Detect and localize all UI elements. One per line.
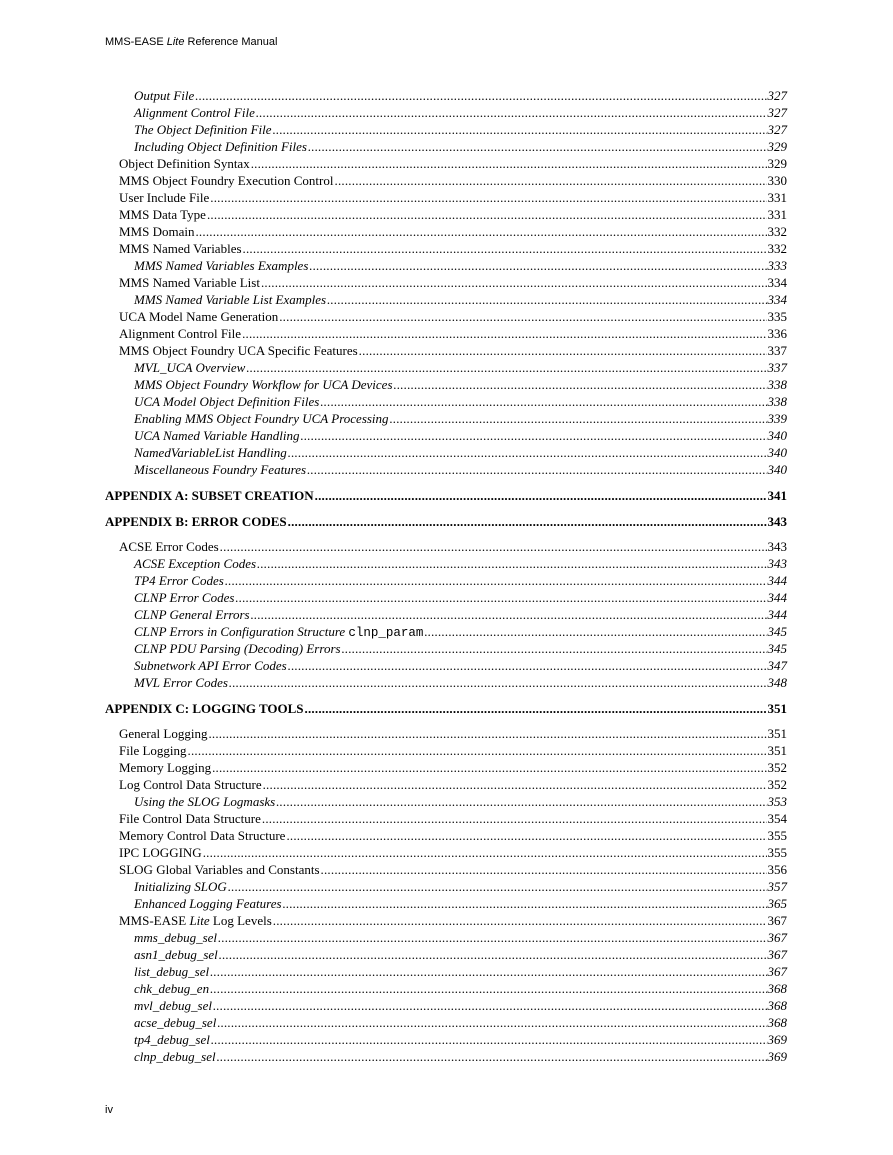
dot-leader bbox=[235, 590, 766, 606]
dot-leader bbox=[359, 343, 767, 359]
toc-entry-title: MMS Named Variable List bbox=[119, 275, 260, 290]
dot-leader bbox=[251, 156, 767, 172]
toc-entry-title: File Control Data Structure bbox=[119, 811, 261, 826]
toc-page-number: 338 bbox=[767, 377, 787, 392]
toc-entry[interactable] bbox=[134, 1015, 787, 1032]
toc-entry-title: Memory Control Data Structure bbox=[119, 828, 286, 843]
toc-page-number: 369 bbox=[767, 1049, 787, 1064]
toc-entry[interactable] bbox=[134, 122, 787, 139]
dot-leader bbox=[225, 573, 767, 589]
toc-entry[interactable] bbox=[134, 258, 787, 275]
toc-page-number: 331 bbox=[767, 207, 787, 222]
toc-entry-title: File Logging bbox=[119, 743, 187, 758]
toc-entry-title: UCA Named Variable Handling bbox=[134, 428, 300, 443]
toc-entry[interactable] bbox=[134, 964, 787, 981]
italic-product-name: Lite bbox=[189, 913, 210, 928]
toc-entry-title: Memory Logging bbox=[119, 760, 212, 775]
toc-page-number: 343 bbox=[767, 514, 787, 529]
toc-entry-title: MMS Named Variables Examples bbox=[134, 258, 309, 273]
toc-entry-title: TP4 Error Codes bbox=[134, 573, 224, 588]
title-suffix: Log Levels bbox=[209, 913, 272, 928]
dot-leader bbox=[220, 539, 767, 555]
dot-leader bbox=[217, 1015, 766, 1031]
toc-entry-title: ACSE Error Codes bbox=[119, 539, 219, 554]
toc-page-number: 336 bbox=[767, 326, 787, 341]
toc-page-number: 340 bbox=[767, 428, 787, 443]
dot-leader bbox=[301, 428, 767, 444]
toc-entry[interactable] bbox=[105, 514, 787, 531]
toc-entry-title: The Object Definition File bbox=[134, 122, 272, 137]
toc-entry-title: clnp_debug_sel bbox=[134, 1049, 216, 1064]
dot-leader bbox=[286, 828, 766, 844]
dot-leader bbox=[207, 207, 767, 223]
toc-entry-title: CLNP Errors in Configuration Structure clnp_param bbox=[134, 624, 424, 640]
toc-entry[interactable] bbox=[119, 241, 787, 258]
toc-entry[interactable] bbox=[119, 173, 787, 190]
dot-leader bbox=[263, 777, 767, 793]
toc-entry[interactable] bbox=[119, 913, 787, 930]
toc-entry[interactable] bbox=[119, 862, 787, 879]
dot-leader bbox=[288, 658, 767, 674]
toc-entry[interactable] bbox=[134, 88, 787, 105]
toc-entry[interactable] bbox=[119, 275, 787, 292]
toc-page-number: 365 bbox=[767, 896, 787, 911]
dot-leader bbox=[424, 624, 766, 640]
dot-leader bbox=[251, 607, 767, 623]
toc-entry-title: SLOG Global Variables and Constants bbox=[119, 862, 320, 877]
toc-page-number: 352 bbox=[767, 760, 787, 775]
toc-entry-title: MMS Data Type bbox=[119, 207, 206, 222]
toc-page-number: 327 bbox=[767, 122, 787, 137]
dot-leader bbox=[243, 241, 767, 257]
toc-entry[interactable] bbox=[134, 292, 787, 309]
dot-leader bbox=[210, 964, 766, 980]
dot-leader bbox=[195, 224, 766, 240]
toc-entry-title: MMS Object Foundry Workflow for UCA Devices bbox=[134, 377, 393, 392]
toc-entry[interactable] bbox=[134, 105, 787, 122]
dot-leader bbox=[217, 1049, 767, 1065]
toc-entry[interactable] bbox=[134, 394, 787, 411]
toc-page-number: 367 bbox=[767, 947, 787, 962]
toc-entry[interactable] bbox=[105, 488, 787, 505]
toc-page-number: 327 bbox=[767, 88, 787, 103]
toc-page-number: 329 bbox=[767, 156, 787, 171]
toc-entry[interactable] bbox=[134, 139, 787, 156]
toc-page-number: 368 bbox=[767, 981, 787, 996]
dot-leader bbox=[309, 258, 766, 274]
toc-page-number: 340 bbox=[767, 462, 787, 477]
toc-page-number: 341 bbox=[767, 488, 787, 503]
toc-entry-title: APPENDIX C: LOGGING TOOLS bbox=[105, 701, 304, 716]
toc-entry[interactable] bbox=[119, 828, 787, 845]
toc-page-number: 351 bbox=[767, 726, 787, 741]
dot-leader bbox=[188, 743, 767, 759]
dot-leader bbox=[283, 896, 767, 912]
toc-page-number: 332 bbox=[767, 241, 787, 256]
toc-entry[interactable] bbox=[134, 411, 787, 428]
dot-leader bbox=[342, 641, 767, 657]
toc-entry-title: MMS Domain bbox=[119, 224, 195, 239]
toc-entry-title: mms_debug_sel bbox=[134, 930, 218, 945]
toc-entry[interactable] bbox=[134, 947, 787, 964]
toc-entry-title: Including Object Definition Files bbox=[134, 139, 307, 154]
toc-entry[interactable] bbox=[134, 556, 787, 573]
dot-leader bbox=[335, 173, 767, 189]
toc-entry[interactable] bbox=[134, 896, 787, 913]
toc-entry[interactable] bbox=[134, 428, 787, 445]
page-number: iv bbox=[105, 1104, 113, 1116]
toc-entry[interactable] bbox=[134, 794, 787, 811]
toc-entry-title: chk_debug_en bbox=[134, 981, 210, 996]
toc-entry[interactable] bbox=[119, 156, 787, 173]
toc-page-number: 367 bbox=[767, 930, 787, 945]
toc-page-number: 345 bbox=[767, 624, 787, 639]
toc-entry[interactable] bbox=[134, 879, 787, 896]
toc-entry[interactable] bbox=[134, 1032, 787, 1049]
toc-entry[interactable] bbox=[105, 701, 787, 718]
toc-page-number: 343 bbox=[767, 539, 787, 554]
dot-leader bbox=[305, 701, 767, 717]
dot-leader bbox=[212, 760, 766, 776]
dot-leader bbox=[394, 377, 767, 393]
toc-entry-title: Enhanced Logging Features bbox=[134, 896, 282, 911]
dot-leader bbox=[273, 122, 767, 138]
dot-leader bbox=[242, 326, 766, 342]
toc-entry[interactable] bbox=[119, 743, 787, 760]
toc-entry-title: APPENDIX A: SUBSET CREATION bbox=[105, 488, 314, 503]
toc-entry-title: UCA Model Name Generation bbox=[119, 309, 279, 324]
toc-entry[interactable] bbox=[134, 360, 787, 377]
dot-leader bbox=[288, 445, 767, 461]
toc-entry[interactable] bbox=[134, 998, 787, 1015]
toc-entry[interactable] bbox=[119, 845, 787, 862]
dot-leader bbox=[210, 981, 766, 997]
dot-leader bbox=[228, 879, 767, 895]
toc-page-number: 331 bbox=[767, 190, 787, 205]
toc-page-number: 337 bbox=[767, 343, 787, 358]
dot-leader bbox=[229, 675, 767, 691]
toc-page-number: 355 bbox=[767, 845, 787, 860]
toc-entry-title: acse_debug_sel bbox=[134, 1015, 217, 1030]
dot-leader bbox=[213, 998, 767, 1014]
toc-entry-title: Output File bbox=[134, 88, 195, 103]
dot-leader bbox=[288, 514, 767, 530]
toc-page-number: 353 bbox=[767, 794, 787, 809]
toc-entry-title: MVL_UCA Overview bbox=[134, 360, 246, 375]
code-identifier: clnp_param bbox=[348, 626, 424, 640]
toc-page-number: 368 bbox=[767, 1015, 787, 1030]
toc-entry[interactable] bbox=[119, 207, 787, 224]
dot-leader bbox=[203, 845, 767, 861]
toc-entry[interactable] bbox=[134, 445, 787, 462]
toc-page-number: 348 bbox=[767, 675, 787, 690]
toc-entry[interactable] bbox=[119, 777, 787, 794]
dot-leader bbox=[218, 930, 766, 946]
dot-leader bbox=[257, 556, 766, 572]
toc-entry[interactable] bbox=[134, 624, 787, 641]
toc-entry[interactable] bbox=[119, 726, 787, 743]
toc-entry-title: IPC LOGGING bbox=[119, 845, 202, 860]
toc-entry-title: Miscellaneous Foundry Features bbox=[134, 462, 307, 477]
running-header bbox=[105, 36, 277, 48]
toc-page-number: 338 bbox=[767, 394, 787, 409]
toc-entry[interactable] bbox=[134, 1049, 787, 1066]
header-suffix: Reference Manual bbox=[184, 36, 278, 48]
toc-entry-title: mvl_debug_sel bbox=[134, 998, 212, 1013]
dot-leader bbox=[279, 309, 766, 325]
dot-leader bbox=[195, 88, 766, 104]
toc-entry-title: Enabling MMS Object Foundry UCA Processing bbox=[134, 411, 389, 426]
toc-entry-title: MVL Error Codes bbox=[134, 675, 228, 690]
toc-page-number: 368 bbox=[767, 998, 787, 1013]
toc-page-number: 344 bbox=[767, 590, 787, 605]
toc-page-number: 337 bbox=[767, 360, 787, 375]
toc-page-number: 357 bbox=[767, 879, 787, 894]
dot-leader bbox=[307, 462, 766, 478]
dot-leader bbox=[308, 139, 767, 155]
toc-entry[interactable] bbox=[134, 377, 787, 394]
toc-entry[interactable] bbox=[119, 309, 787, 326]
toc-page-number: 332 bbox=[767, 224, 787, 239]
toc-entry[interactable] bbox=[119, 224, 787, 241]
toc-entry[interactable] bbox=[134, 658, 787, 675]
toc-entry-title: Subnetwork API Error Codes bbox=[134, 658, 287, 673]
toc-entry-title: MMS Named Variable List Examples bbox=[134, 292, 327, 307]
toc-entry-title: Log Control Data Structure bbox=[119, 777, 262, 792]
dot-leader bbox=[321, 862, 767, 878]
dot-leader bbox=[210, 190, 766, 206]
dot-leader bbox=[246, 360, 766, 376]
toc-page-number: 344 bbox=[767, 573, 787, 588]
dot-leader bbox=[327, 292, 766, 308]
toc-entry-title: Initializing SLOG bbox=[134, 879, 227, 894]
toc-entry-title: MMS Object Foundry Execution Control bbox=[119, 173, 334, 188]
toc-page-number: 334 bbox=[767, 275, 787, 290]
dot-leader bbox=[211, 1032, 767, 1048]
toc-entry[interactable] bbox=[134, 675, 787, 692]
toc-page-number: 351 bbox=[767, 743, 787, 758]
toc-page-number: 351 bbox=[767, 701, 787, 716]
toc-entry[interactable] bbox=[134, 573, 787, 590]
toc-page-number: 369 bbox=[767, 1032, 787, 1047]
toc-entry-title: General Logging bbox=[119, 726, 208, 741]
toc-entry-title: MMS Object Foundry UCA Specific Features bbox=[119, 343, 358, 358]
dot-leader bbox=[276, 794, 766, 810]
toc-entry[interactable] bbox=[134, 462, 787, 479]
toc-entry[interactable] bbox=[134, 981, 787, 998]
toc-entry-title: asn1_debug_sel bbox=[134, 947, 218, 962]
toc-page-number: 333 bbox=[767, 258, 787, 273]
toc-page-number: 327 bbox=[767, 105, 787, 120]
toc-entry[interactable] bbox=[119, 190, 787, 207]
dot-leader bbox=[261, 275, 767, 291]
dot-leader bbox=[315, 488, 767, 504]
toc-entry-title: Alignment Control File bbox=[119, 326, 242, 341]
toc-entry-title: tp4_debug_sel bbox=[134, 1032, 210, 1047]
dot-leader bbox=[256, 105, 767, 121]
toc-entry[interactable] bbox=[119, 326, 787, 343]
toc-page-number: 354 bbox=[767, 811, 787, 826]
toc-entry-title: CLNP PDU Parsing (Decoding) Errors bbox=[134, 641, 341, 656]
toc-entry[interactable] bbox=[119, 343, 787, 360]
toc-entry-title: UCA Model Object Definition Files bbox=[134, 394, 320, 409]
toc-page-number: 330 bbox=[767, 173, 787, 188]
toc-entry[interactable] bbox=[134, 930, 787, 947]
toc-page-number: 334 bbox=[767, 292, 787, 307]
dot-leader bbox=[208, 726, 766, 742]
toc-entry-title: ACSE Exception Codes bbox=[134, 556, 257, 571]
header-italic: Lite bbox=[166, 36, 185, 48]
toc-page-number: 343 bbox=[767, 556, 787, 571]
toc-entry[interactable] bbox=[134, 590, 787, 607]
toc-entry-title: Alignment Control File bbox=[134, 105, 255, 120]
dot-leader bbox=[219, 947, 767, 963]
toc-page-number: 347 bbox=[767, 658, 787, 673]
toc-entry-title: NamedVariableList Handling bbox=[134, 445, 287, 460]
toc-page-number: 335 bbox=[767, 309, 787, 324]
toc-entry[interactable] bbox=[134, 641, 787, 658]
dot-leader bbox=[320, 394, 766, 410]
toc-entry-title: CLNP Error Codes bbox=[134, 590, 235, 605]
toc-entry[interactable] bbox=[119, 760, 787, 777]
toc-entry[interactable] bbox=[134, 607, 787, 624]
toc-entry-title: User Include File bbox=[119, 190, 210, 205]
toc-page-number: 367 bbox=[767, 913, 787, 928]
toc-entry-title: Using the SLOG Logmasks bbox=[134, 794, 276, 809]
toc-page-number: 352 bbox=[767, 777, 787, 792]
toc-page-number: 329 bbox=[767, 139, 787, 154]
toc-page-number: 367 bbox=[767, 964, 787, 979]
toc-page-number: 345 bbox=[767, 641, 787, 656]
toc-entry-title: Object Definition Syntax bbox=[119, 156, 250, 171]
toc-page-number: 340 bbox=[767, 445, 787, 460]
toc-entry[interactable] bbox=[119, 539, 787, 556]
toc-entry-title: CLNP General Errors bbox=[134, 607, 250, 622]
dot-leader bbox=[390, 411, 767, 427]
toc-entry-title: APPENDIX B: ERROR CODES bbox=[105, 514, 287, 529]
header-prefix: MMS-EASE bbox=[105, 36, 167, 48]
dot-leader bbox=[273, 913, 767, 929]
toc-page-number: 355 bbox=[767, 828, 787, 843]
toc-page-number: 344 bbox=[767, 607, 787, 622]
toc-entry-title: MMS-EASE Lite Log Levels bbox=[119, 913, 272, 928]
toc-entry-title: MMS Named Variables bbox=[119, 241, 242, 256]
toc-entry[interactable] bbox=[119, 811, 787, 828]
toc-entry-title: list_debug_sel bbox=[134, 964, 210, 979]
toc-page-number: 339 bbox=[767, 411, 787, 426]
dot-leader bbox=[262, 811, 767, 827]
toc-page-number: 356 bbox=[767, 862, 787, 877]
